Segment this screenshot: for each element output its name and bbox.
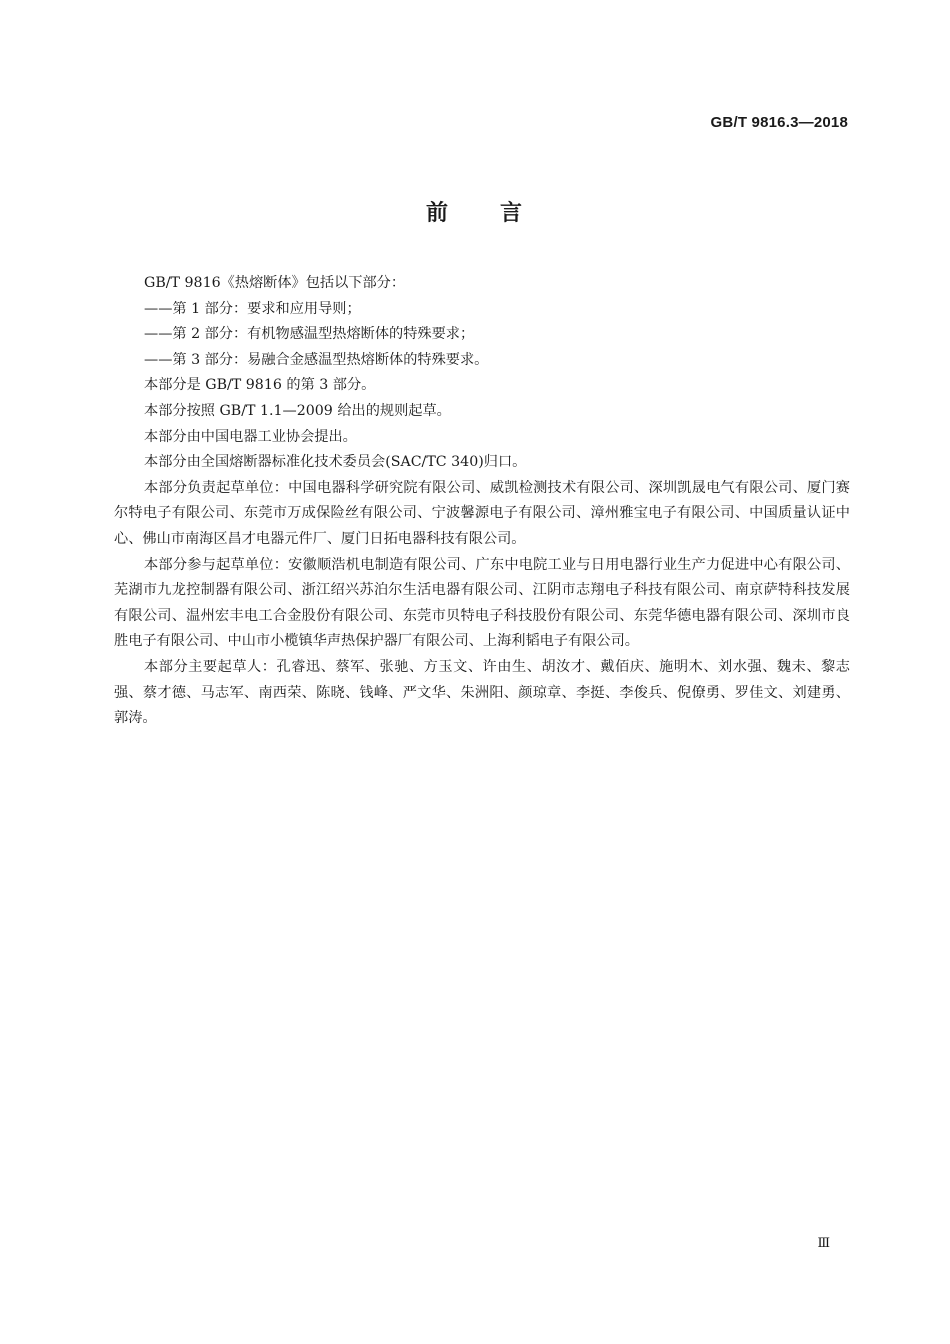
document-body: [114, 271, 850, 732]
page-number: Ⅲ: [817, 1236, 830, 1251]
paragraph-proposed-by: 本部分由中国电器工业协会提出。: [144, 428, 357, 445]
page-title: [0, 196, 950, 227]
paragraph-drafting-units: 本部分负责起草单位：中国电器科学研究院有限公司、威凯检测技术有限公司、深圳凯晟电气有限公司、厦门赛尔特电子有限公司、东莞市万成保险丝有限公司、宁波馨源电子有限公司、漳州雅宝电子有限公司、中国质量认证中心、佛山市南海区昌才电器元件厂、厦门日拓电器科技有限公司。: [114, 479, 850, 547]
list-item-part-2: ——第 2 部分：有机物感温型热熔断体的特殊要求；: [144, 326, 475, 343]
list-item-part-1: ——第 1 部分：要求和应用导则；: [144, 300, 361, 317]
paragraph-drafting-rules: 本部分按照 GB/T 1.1—2009 给出的规则起草。: [144, 402, 451, 419]
paragraph-participating-units: 本部分参与起草单位：安徽顺浩机电制造有限公司、广东中电院工业与日用电器行业生产力促进中心有限公司、芜湖市九龙控制器有限公司、浙江绍兴苏泊尔生活电器有限公司、江阴市志翔电子科技有限公司、南京萨特科技发展有限公司、温州宏丰电工合金股份有限公司、东莞市贝特电子科技股份有限公司、东莞华德电器有限公司、深圳市良胜电子有限公司、中山市小榄镇华声热保护器厂有限公司、上海利韬电子有限公司。: [114, 556, 850, 650]
list-item-part-3: ——第 3 部分：易融合金感温型热熔断体的特殊要求。: [144, 351, 489, 368]
title-char-2: 言: [500, 201, 525, 226]
title-char-1: 前: [425, 201, 450, 226]
paragraph-intro: GB/T 9816《热熔断体》包括以下部分：: [144, 275, 406, 291]
standard-number: GB/T 9816.3—2018: [710, 114, 848, 131]
paragraph-under-jurisdiction: 本部分由全国熔断器标准化技术委员会(SAC/TC 340)归口。: [144, 454, 527, 471]
paragraph-main-drafters: 本部分主要起草人：孔睿迅、蔡军、张驰、方玉文、许由生、胡汝才、戴佰庆、施明木、刘水强、魏未、黎志强、蔡才德、马志军、南西荣、陈晓、钱峰、严文华、朱洲阳、颜琼章、李挺、李俊兵、倪僚勇、罗佳文、刘建勇、郭涛。: [114, 658, 850, 727]
paragraph-part-statement: 本部分是 GB/T 9816 的第 3 部分。: [144, 377, 376, 394]
